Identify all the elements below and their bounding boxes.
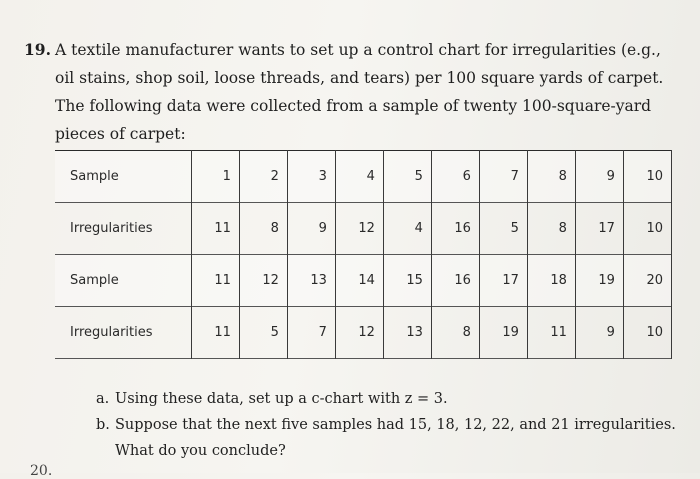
table-cell: 5 [239, 307, 287, 359]
table-cell: 4 [383, 203, 431, 255]
next-problem-number: 20. [30, 463, 53, 479]
table-cell: 1 [191, 151, 239, 203]
table-cell: 3 [287, 151, 335, 203]
table-cell: 11 [191, 203, 239, 255]
table-cell: 12 [335, 203, 383, 255]
table-cell: 17 [575, 203, 623, 255]
table-cell: 8 [527, 151, 575, 203]
table-cell: 13 [287, 255, 335, 307]
table-cell: 10 [623, 307, 671, 359]
table-cell: 10 [623, 203, 671, 255]
table-cell: 8 [527, 203, 575, 255]
table-cell: 13 [383, 307, 431, 359]
data-table [55, 150, 672, 359]
table-cell: 9 [287, 203, 335, 255]
table-cell: 16 [431, 255, 479, 307]
table-row [55, 307, 672, 359]
table-cell: 20 [623, 255, 671, 307]
problem-text: A textile manufacturer wants to set up a control chart for irregularities (e.g., oil stains, shop soil, loose threads, and tears) per 100 square yards of carpet. The following data were collected from a sample of twenty 100-square-yard pieces of carpet: [55, 41, 664, 143]
table-row [55, 255, 672, 307]
part-a [96, 386, 676, 412]
table-cell: 7 [479, 151, 527, 203]
part-label: a. [96, 391, 110, 407]
table-cell: 11 [527, 307, 575, 359]
table-row [55, 151, 672, 203]
table-cell: 12 [239, 255, 287, 307]
table-cell: 12 [335, 307, 383, 359]
table-cell: 8 [431, 307, 479, 359]
table-row [55, 203, 672, 255]
table-cell: 18 [527, 255, 575, 307]
row-label: Sample [55, 255, 191, 307]
table-cell: 5 [479, 203, 527, 255]
part-b [96, 412, 676, 464]
table-cell: 10 [623, 151, 671, 203]
table-cell: 17 [479, 255, 527, 307]
table-cell: 14 [335, 255, 383, 307]
table-cell: 11 [191, 307, 239, 359]
table-cell: 4 [335, 151, 383, 203]
part-label: b. [96, 417, 110, 433]
table-cell: 9 [575, 307, 623, 359]
problem-19 [24, 36, 674, 148]
table-cell: 16 [431, 203, 479, 255]
table-cell: 19 [575, 255, 623, 307]
table-cell: 7 [287, 307, 335, 359]
row-label: Irregularities [55, 307, 191, 359]
problem-number: 19. [24, 40, 51, 59]
table-cell: 9 [575, 151, 623, 203]
table-cell: 2 [239, 151, 287, 203]
row-label: Sample [55, 151, 191, 203]
table-cell: 11 [191, 255, 239, 307]
table-cell: 8 [239, 203, 287, 255]
table-cell: 19 [479, 307, 527, 359]
problem-parts [96, 386, 676, 464]
table-cell: 15 [383, 255, 431, 307]
part-text: Using these data, set up a c-chart with z = 3. [115, 391, 448, 407]
row-label: Irregularities [55, 203, 191, 255]
part-text: Suppose that the next five samples had 15, 18, 12, 22, and 21 irregularities. What do you conclude? [115, 417, 676, 459]
table-cell: 6 [431, 151, 479, 203]
table-cell: 5 [383, 151, 431, 203]
